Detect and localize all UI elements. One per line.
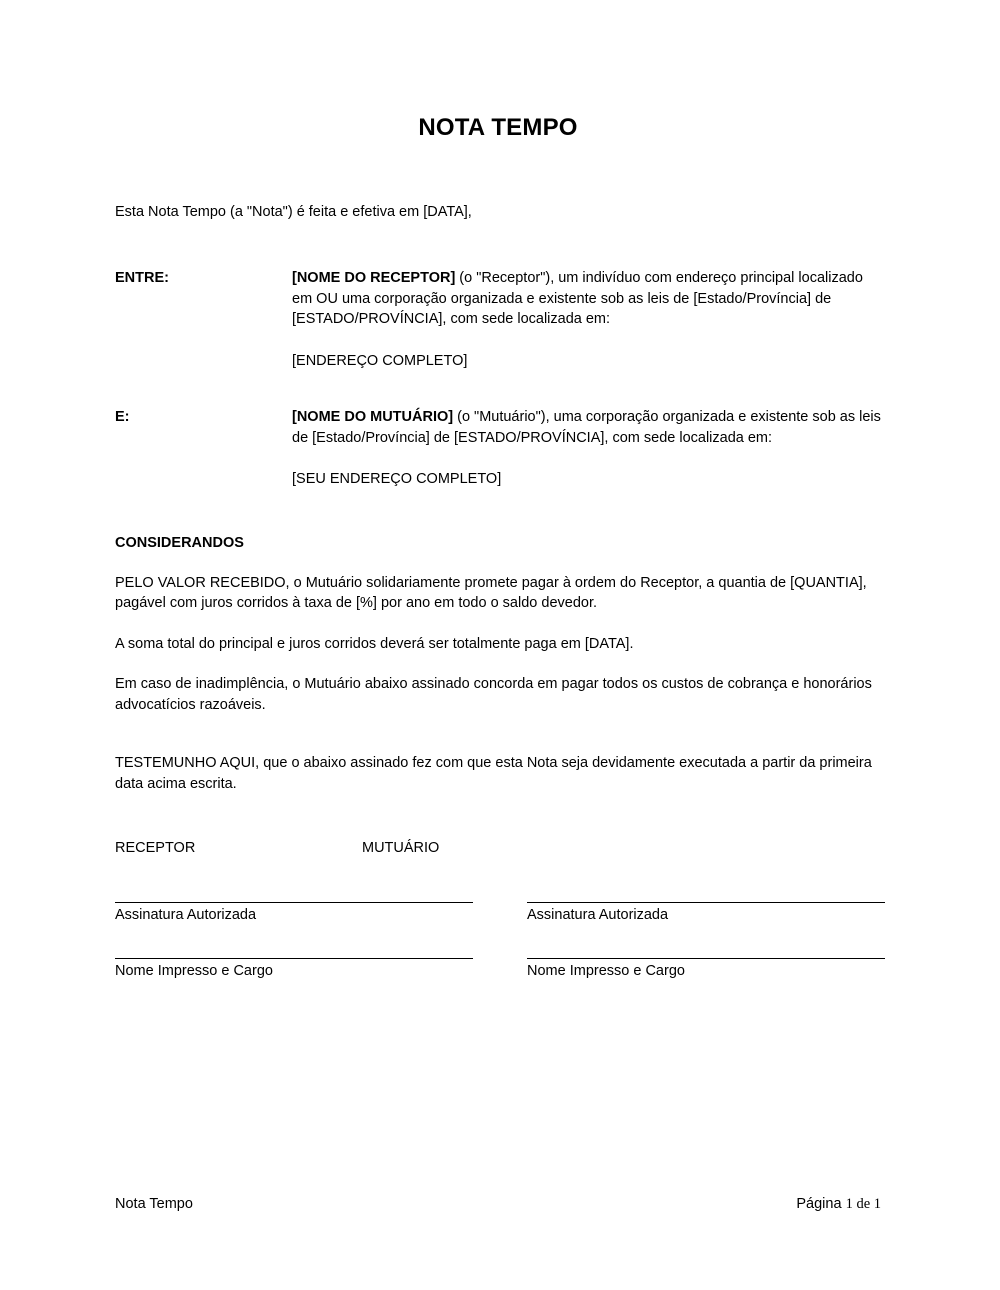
party-receptor-name: [NOME DO RECEPTOR]: [292, 270, 456, 286]
section-heading-considerandos: CONSIDERANDOS: [115, 534, 244, 551]
signature-row-nome: [115, 925, 881, 981]
party-receptor-body: [292, 268, 881, 371]
party-receptor-address: [ENDEREÇO COMPLETO]: [292, 352, 468, 369]
intro-paragraph: Esta Nota Tempo (a "Nota") é feita e efetiva em [DATA],: [115, 204, 472, 220]
party-mutuario-name: [NOME DO MUTUÁRIO]: [292, 409, 454, 425]
signature-block: [115, 858, 881, 981]
considerandos-paragraph-1: PELO VALOR RECEBIDO, o Mutuário solidariamente promete pagar à ordem do Receptor, a quantia de [QUANTIA], pagável com juros corridos à taxa de [%] por ano em todo o saldo devedor.: [115, 574, 867, 611]
footer-page-total: 1: [873, 1196, 881, 1212]
page-footer: [115, 1195, 881, 1214]
signature-caption-mutuario-nome: Nome Impresso e Cargo: [527, 963, 685, 979]
party-mutuario-description: (o "Mutuário"), uma corporação organizada e existente sob as leis de [Estado/Província] de [ESTADO/PROVÍNCIA], com sede localizada em:: [292, 409, 881, 446]
party-mutuario-label: E:: [115, 409, 130, 425]
signature-cell-receptor-nome: [115, 958, 473, 981]
party-mutuario-address: [SEU ENDEREÇO COMPLETO]: [292, 471, 502, 487]
considerandos-paragraph-3: Em caso de inadimplência, o Mutuário abaixo assinado concorda em pagar todos os custos de cobrança e honorários advocatícios razoáveis.: [115, 676, 872, 713]
footer-page-word: Página: [796, 1196, 842, 1212]
signature-row-assinatura: [115, 902, 881, 925]
signature-cell-mutuario-nome: [527, 958, 885, 981]
footer-page-current: 1: [845, 1196, 853, 1212]
party-receptor-text: [292, 268, 881, 330]
party-mutuario-text: [292, 407, 881, 448]
party-receptor-description: (o "Receptor"), um indivíduo com endereço principal localizado em OU uma corporação organizada e existente sob as leis de [Estado/Província] de [ESTADO/PROVÍNCIA], com sede localizada em:: [292, 270, 863, 327]
footer-page-of: de: [856, 1196, 871, 1212]
considerandos-paragraph-4: TESTEMUNHO AQUI, que o abaixo assinado fez com que esta Nota seja devidamente executada a partir da primeira data acima escrita.: [115, 755, 872, 792]
footer-page-number: [796, 1195, 881, 1214]
page-title: NOTA TEMPO: [418, 114, 578, 141]
party-receptor: [115, 222, 881, 371]
signature-header-receptor: RECEPTOR: [115, 840, 196, 856]
signature-column-headers: [115, 794, 881, 858]
signature-caption-receptor-nome: Nome Impresso e Cargo: [115, 963, 273, 979]
footer-document-name: Nota Tempo: [115, 1196, 193, 1212]
signature-cell-mutuario-assinatura: [527, 902, 885, 925]
signature-caption-mutuario-assinatura: Assinatura Autorizada: [527, 907, 669, 923]
signature-cell-receptor-assinatura: [115, 902, 473, 925]
considerandos-paragraph-2: A soma total do principal e juros corridos deverá ser totalmente paga em [DATA].: [115, 635, 634, 652]
party-mutuario-body: [292, 407, 881, 490]
party-mutuario: [115, 371, 881, 490]
document-body: [115, 0, 881, 981]
signature-caption-receptor-assinatura: Assinatura Autorizada: [115, 907, 257, 923]
signature-header-mutuario: MUTUÁRIO: [362, 840, 440, 856]
party-receptor-label: ENTRE:: [115, 270, 169, 286]
